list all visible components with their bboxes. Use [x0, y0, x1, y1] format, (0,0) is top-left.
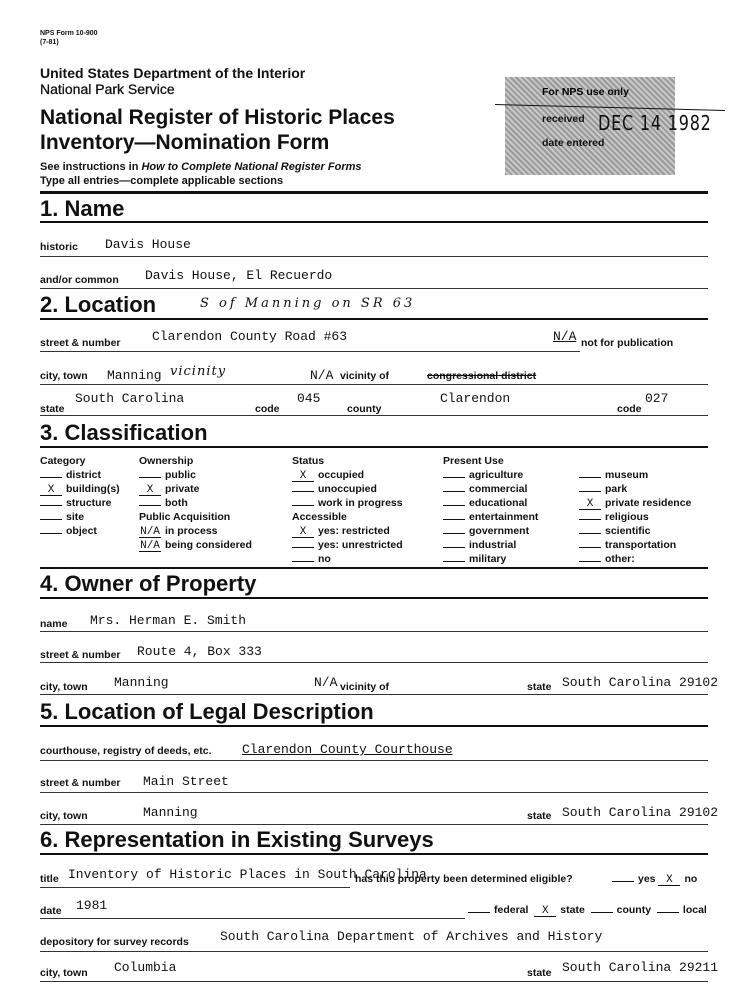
status-column [292, 454, 403, 566]
vicinity-label: vicinity of [340, 370, 390, 382]
rule [40, 853, 708, 855]
ownership-column [139, 454, 252, 552]
present-use-column-2 [579, 468, 691, 566]
option-label: museum [605, 469, 649, 481]
legal-state-value[interactable]: South Carolina 29102 [562, 805, 719, 820]
line [40, 824, 708, 825]
check-blank[interactable] [292, 547, 314, 548]
option-label: public [165, 469, 196, 481]
county-blank[interactable] [591, 912, 613, 913]
present-use-title: Present Use [443, 455, 504, 467]
check-blank[interactable] [579, 477, 601, 478]
vicinity-value[interactable]: N/A [310, 368, 334, 383]
checkbox-option[interactable] [139, 496, 252, 510]
option-label: being considered [165, 539, 252, 551]
section-2-heading: 2. Location [40, 292, 157, 317]
check-blank[interactable] [292, 505, 314, 506]
check-blank[interactable] [40, 533, 62, 534]
city-value[interactable]: Manning [107, 368, 162, 383]
owner-name-value[interactable]: Mrs. Herman E. Smith [90, 613, 247, 628]
checkbox-option[interactable] [443, 510, 538, 524]
checkbox-option[interactable] [40, 468, 120, 482]
common-label: and/or common [40, 274, 119, 286]
survey-date-label: date [40, 905, 62, 917]
checkbox-option[interactable] [139, 538, 252, 552]
checkbox-option[interactable] [443, 538, 538, 552]
line [40, 631, 708, 632]
option-label: commercial [469, 483, 528, 495]
yes-blank[interactable] [612, 881, 634, 882]
code2-label: code [617, 403, 642, 415]
owner-vicinity-value[interactable]: N/A [314, 675, 338, 690]
section-6-heading: 6. Representation in Existing Surveys [40, 827, 434, 852]
option-label: unoccupied [318, 483, 377, 495]
survey-state-value[interactable]: South Carolina 29211 [562, 960, 719, 975]
option-label: building(s) [66, 483, 120, 495]
option-label: structure [66, 497, 112, 509]
code-value[interactable]: 045 [297, 391, 321, 406]
survey-city-label: city, town [40, 967, 88, 979]
no-blank[interactable]: X [658, 875, 680, 886]
check-blank[interactable]: N/A [140, 526, 160, 538]
depository-label: depository for survey records [40, 936, 189, 948]
title-line-1: National Register of Historic Places [40, 106, 395, 129]
section-3-heading: 3. Classification [40, 420, 208, 445]
option-label: in process [165, 525, 218, 537]
option-label: other: [605, 553, 635, 565]
checkbox-option[interactable] [443, 552, 538, 566]
checkbox-option[interactable] [579, 538, 691, 552]
accessible-title: Accessible [292, 511, 347, 523]
federal-label: federal [494, 904, 529, 916]
option-label: object [66, 525, 97, 537]
stamp-received: received [542, 113, 585, 125]
code-label: code [255, 403, 280, 415]
checkbox-option[interactable] [139, 482, 252, 496]
check-blank[interactable] [443, 519, 465, 520]
check-blank[interactable]: N/A [140, 540, 160, 552]
category-column [40, 454, 120, 538]
checkbox-option[interactable] [292, 496, 403, 510]
check-blank[interactable]: X [292, 471, 314, 482]
checkbox-option[interactable] [443, 524, 538, 538]
checkbox-option[interactable] [579, 510, 691, 524]
line [40, 384, 708, 385]
check-blank[interactable] [579, 533, 601, 534]
check-blank[interactable] [579, 561, 601, 562]
checkbox-option[interactable] [579, 496, 691, 510]
legal-street-label: street & number [40, 777, 121, 789]
instructions-2: Type all entries—complete applicable sections [40, 175, 284, 187]
survey-date-value[interactable]: 1981 [76, 898, 108, 913]
option-label: yes: unrestricted [318, 539, 403, 551]
nfp-value[interactable]: N/A [553, 329, 577, 344]
state-value[interactable]: South Carolina [75, 391, 185, 406]
survey-state-label: state [527, 967, 552, 979]
line [40, 662, 708, 663]
check-blank[interactable] [579, 547, 601, 548]
section-5-heading: 5. Location of Legal Description [40, 699, 374, 724]
check-blank[interactable] [40, 477, 62, 478]
check-blank[interactable] [443, 491, 465, 492]
check-blank[interactable] [443, 533, 465, 534]
check-blank[interactable] [443, 561, 465, 562]
owner-street-value[interactable]: Route 4, Box 333 [137, 644, 262, 659]
section-1-heading: 1. Name [40, 196, 125, 221]
historic-label: historic [40, 241, 78, 253]
checkbox-option[interactable] [292, 524, 403, 538]
option-label: private [165, 483, 200, 495]
eligibility-options [612, 872, 697, 886]
checkbox-option[interactable] [292, 482, 403, 496]
check-blank[interactable] [139, 505, 161, 506]
check-blank[interactable] [579, 491, 601, 492]
checkbox-option[interactable] [40, 524, 120, 538]
check-blank[interactable] [443, 477, 465, 478]
rule [40, 446, 708, 448]
department: United States Department of the Interior [40, 65, 306, 81]
checkbox-option[interactable] [443, 482, 538, 496]
state-level-label: state [560, 904, 585, 916]
line [40, 981, 708, 982]
option-label: work in progress [318, 497, 403, 509]
check-blank[interactable]: X [40, 485, 62, 496]
category-title: Category [40, 455, 86, 467]
option-label: military [469, 553, 507, 565]
line [40, 760, 708, 761]
survey-title-value[interactable]: Inventory of Historic Places in South Carolina [68, 867, 427, 882]
line [40, 792, 708, 793]
city-handwritten: vicinity [170, 364, 227, 379]
code2-value[interactable]: 027 [645, 391, 669, 406]
checkbox-option[interactable] [40, 496, 120, 510]
rule [40, 191, 708, 194]
option-label: both [165, 497, 188, 509]
legal-city-value[interactable]: Manning [143, 805, 198, 820]
checkbox-option[interactable] [292, 538, 403, 552]
acquisition-title: Public Acquisition [139, 511, 231, 523]
checkbox-option[interactable] [579, 482, 691, 496]
federal-blank[interactable] [468, 912, 490, 913]
line [40, 288, 708, 289]
survey-level-options [468, 903, 707, 917]
line [40, 351, 580, 352]
rule [40, 221, 708, 223]
eligibility-label: has this property been determined eligible? [355, 873, 573, 885]
state-label: state [40, 403, 65, 415]
option-label: private residence [605, 497, 692, 509]
option-label: park [605, 483, 628, 495]
option-label: site [66, 511, 85, 523]
check-blank[interactable] [579, 519, 601, 520]
check-blank[interactable] [139, 477, 161, 478]
local-label: local [682, 904, 707, 916]
checkbox-option[interactable] [443, 468, 538, 482]
handwritten-note: S of Manning on SR 63 [200, 296, 416, 311]
line [40, 694, 708, 695]
legal-street-value[interactable]: Main Street [143, 774, 229, 789]
owner-state-value[interactable]: South Carolina 29102 [562, 675, 719, 690]
legal-city-label: city, town [40, 810, 88, 822]
stamp-date-entered: date entered [542, 137, 605, 149]
rule [40, 567, 708, 569]
service: National Park Service [40, 81, 175, 97]
owner-city-value[interactable]: Manning [114, 675, 169, 690]
owner-street-label: street & number [40, 649, 121, 661]
checkbox-option[interactable] [292, 468, 403, 482]
check-blank[interactable]: X [139, 485, 161, 496]
option-label: scientific [605, 525, 651, 537]
status-title: Status [292, 455, 325, 467]
option-label: government [469, 525, 530, 537]
courthouse-value[interactable]: Clarendon County Courthouse [242, 742, 453, 757]
option-label: entertainment [469, 511, 539, 523]
street-value[interactable]: Clarendon County Road #63 [152, 329, 348, 344]
line [40, 887, 350, 888]
option-label: educational [469, 497, 528, 509]
check-blank[interactable]: X [579, 499, 601, 510]
street-label: street & number [40, 337, 121, 349]
checkbox-option[interactable] [139, 468, 252, 482]
owner-name-label: name [40, 618, 68, 630]
checkbox-option[interactable] [292, 552, 403, 566]
checkbox-option[interactable] [579, 524, 691, 538]
survey-title-label: title [40, 873, 59, 885]
rule [40, 597, 708, 599]
check-blank[interactable] [292, 561, 314, 562]
courthouse-label: courthouse, registry of deeds, etc. [40, 745, 212, 757]
city-label: city, town [40, 370, 88, 382]
checkbox-option[interactable] [579, 468, 691, 482]
check-blank[interactable] [443, 547, 465, 548]
local-blank[interactable] [657, 912, 679, 913]
check-blank[interactable] [40, 505, 62, 506]
congressional-district-label: congressional district [427, 370, 537, 382]
line [40, 415, 708, 416]
check-blank[interactable] [40, 519, 62, 520]
option-label: district [66, 469, 102, 481]
owner-state-label: state [527, 681, 552, 693]
option-label: religious [605, 511, 649, 523]
line [40, 951, 708, 952]
owner-city-label: city, town [40, 681, 88, 693]
no-label: no [684, 873, 698, 885]
owner-vicinity-label: vicinity of [340, 681, 390, 693]
checkbox-option[interactable] [443, 496, 538, 510]
checkbox-option[interactable] [139, 524, 252, 538]
received-date: DEC 14 1982 [598, 111, 712, 135]
nfp-label: not for publication [581, 337, 674, 349]
form-number: NPS Form 10-900 [40, 30, 98, 37]
check-blank[interactable] [443, 505, 465, 506]
state-blank[interactable]: X [534, 906, 556, 917]
ownership-title: Ownership [139, 455, 194, 467]
check-blank[interactable]: X [292, 527, 314, 538]
stamp-label: For NPS use only [542, 86, 629, 98]
option-label: industrial [469, 539, 517, 551]
survey-city-value[interactable]: Columbia [114, 960, 177, 975]
checkbox-option[interactable] [40, 482, 120, 496]
historic-value[interactable]: Davis House [105, 237, 191, 252]
option-label: transportation [605, 539, 677, 551]
present-use-column [443, 454, 538, 566]
line [40, 918, 465, 919]
option-label: no [318, 553, 331, 565]
county-level-label: county [616, 904, 652, 916]
depository-value[interactable]: South Carolina Department of Archives and History [220, 929, 603, 944]
option-label: occupied [318, 469, 365, 481]
check-blank[interactable] [292, 491, 314, 492]
county-label: county [347, 403, 382, 415]
option-label: yes: restricted [318, 525, 390, 537]
county-value[interactable]: Clarendon [440, 391, 511, 406]
common-value[interactable]: Davis House, El Recuerdo [145, 268, 333, 283]
checkbox-option[interactable] [40, 510, 120, 524]
title-line-2: Inventory—Nomination Form [40, 131, 330, 154]
form-revision: (7-81) [40, 39, 59, 46]
checkbox-option[interactable] [579, 552, 691, 566]
rule [40, 318, 708, 320]
option-label: agriculture [469, 469, 524, 481]
rule [40, 725, 708, 727]
line [40, 256, 708, 257]
section-4-heading: 4. Owner of Property [40, 571, 257, 596]
instructions: See instructions in How to Complete National Register Forms [40, 161, 362, 173]
legal-state-label: state [527, 810, 552, 822]
yes-label: yes [638, 873, 656, 885]
